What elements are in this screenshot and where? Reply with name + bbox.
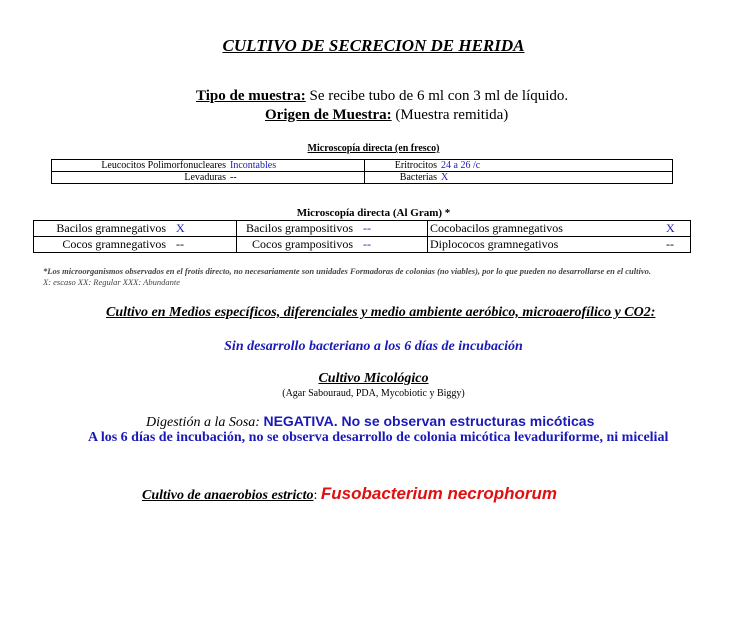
- fresco-cell-label: Eritrocitos: [365, 160, 440, 172]
- table-row: [52, 160, 673, 172]
- origen-muestra-value: (Muestra remitida): [391, 107, 509, 123]
- gram-cell-value: --: [355, 237, 428, 253]
- digestion-value: NEGATIVA. No se observan estructuras micóticas: [263, 413, 595, 429]
- origen-muestra-label: Origen de Muestra:: [265, 107, 392, 123]
- medios-result: Sin desarrollo bacteriano a los 6 días de incubación: [224, 339, 523, 354]
- anaerobios-line: [142, 484, 557, 504]
- tipo-muestra: [196, 88, 568, 105]
- gram-heading: Microscopía directa (Al Gram) *: [296, 207, 451, 219]
- tipo-muestra-label: Tipo de muestra:: [196, 88, 306, 104]
- table-row: [52, 172, 673, 184]
- digestion-line: [146, 413, 594, 431]
- digestion-label: Digestión a la Sosa:: [146, 415, 264, 430]
- anaerobios-value: Fusobacterium necrophorum: [320, 484, 558, 503]
- gram-cell-label: Cocos gramnegativos: [34, 237, 169, 253]
- fresco-table: [51, 159, 673, 184]
- gram-cell-label: Bacilos gramnegativos: [34, 221, 169, 237]
- page-title: CULTIVO DE SECRECION DE HERIDA: [222, 36, 525, 55]
- gram-cell-value: --: [355, 221, 428, 237]
- medios-heading: Cultivo en Medios específicos, diferenciales y medio ambiente aeróbico, microaerofílico y CO2:: [106, 305, 656, 320]
- origen-muestra: [265, 107, 508, 124]
- gram-cell-label: Cocobacilos gramnegativos: [428, 221, 665, 237]
- gram-cell-label: Cocos grampositivos: [237, 237, 356, 253]
- micologico-media: (Agar Sabouraud, PDA, Mycobiotic y Biggy): [282, 388, 465, 399]
- fresco-cell-label: Leucocitos Polimorfonucleares: [52, 160, 229, 172]
- gram-cell-value: --: [168, 237, 237, 253]
- gram-table: [33, 220, 691, 253]
- gram-cell-label: Diplococos gramnegativos: [428, 237, 665, 253]
- table-row: [34, 221, 691, 237]
- micologico-result: A los 6 días de incubación, no se observa desarrollo de colonia micótica levaduriforme, ni micelial: [88, 430, 669, 445]
- tipo-muestra-value: Se recibe tubo de 6 ml con 3 ml de líquido.: [305, 88, 569, 104]
- anaerobios-sep: :: [313, 488, 321, 503]
- abundance-legend: X: escaso XX: Regular XXX: Abundante: [43, 277, 180, 287]
- anaerobios-label: Cultivo de anaerobios estricto: [142, 488, 314, 503]
- fresco-heading: Microscopía directa (en fresco): [307, 143, 440, 154]
- fresco-cell-label: Bacterias: [365, 172, 440, 184]
- table-row: [34, 237, 691, 253]
- gram-cell-label: Bacilos grampositivos: [237, 221, 356, 237]
- fresco-cell-value: 24 a 26 /c: [439, 160, 673, 172]
- gram-note: *Los microorganismos observados en el frotis directo, no necesariamente son unidades Formadoras de colonias (no viables), por lo que pueden no desarrollarse en el cultivo.: [43, 266, 651, 276]
- fresco-cell-value: --: [228, 172, 365, 184]
- fresco-cell-value: Incontables: [228, 160, 365, 172]
- micologico-heading: Cultivo Micológico: [318, 371, 429, 386]
- fresco-cell-label: Levaduras: [52, 172, 229, 184]
- gram-cell-value: X: [664, 221, 691, 237]
- gram-cell-value: --: [664, 237, 691, 253]
- fresco-cell-value: X: [439, 172, 673, 184]
- gram-cell-value: X: [168, 221, 237, 237]
